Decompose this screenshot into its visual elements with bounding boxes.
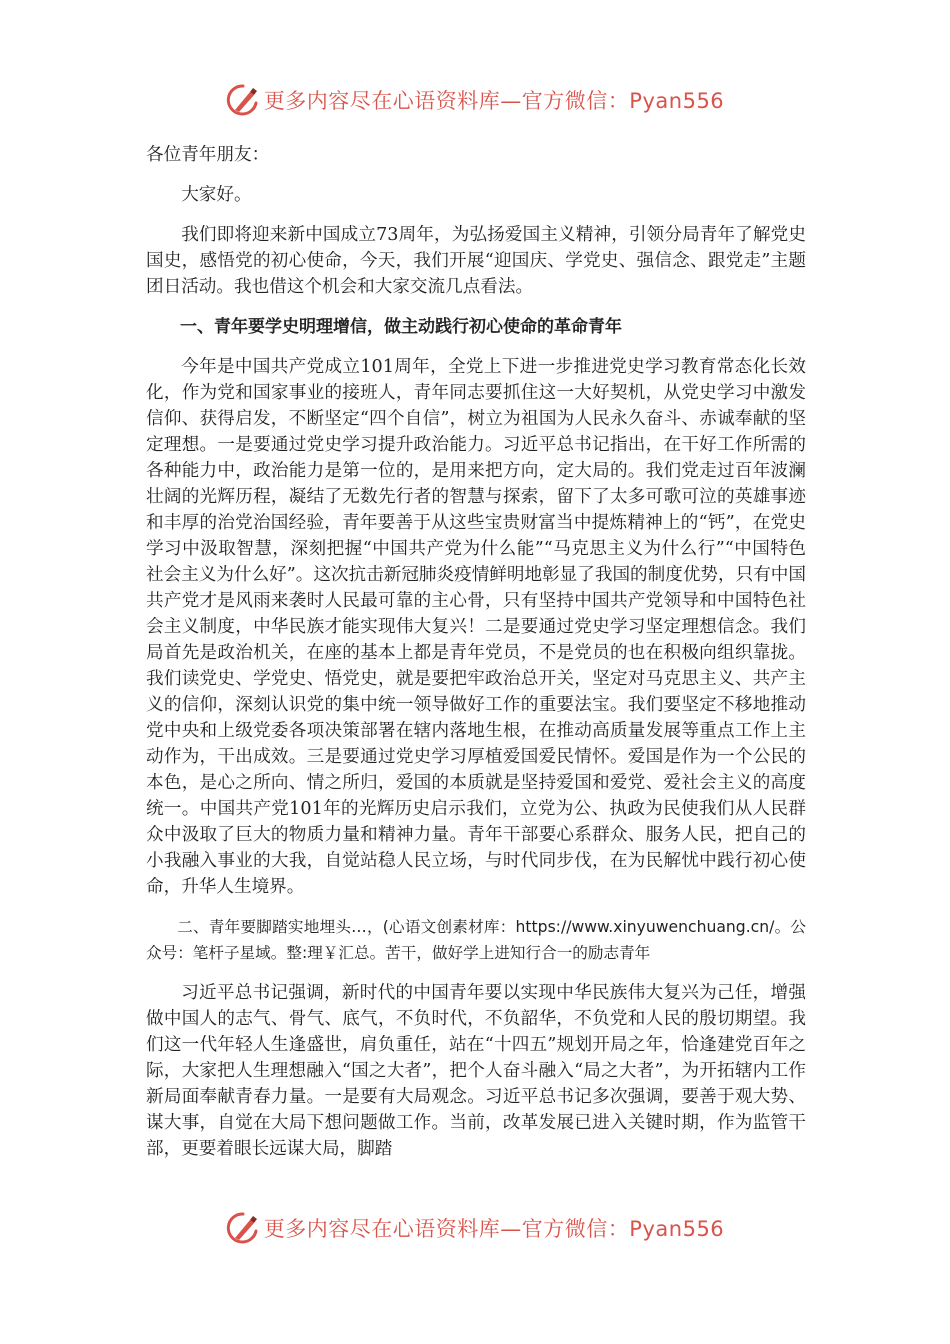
- banner-text: 更多内容尽在心语资料库—官方微信：Pyan556: [263, 1217, 725, 1241]
- pen-in-circle-logo: [226, 1211, 260, 1245]
- intro-paragraph: 我们即将迎来新中国成立73周年，为弘扬爱国主义精神，引领分局青年了解党史国史，感悟党的初心使命，今天，我们开展“迎国庆、学党史、强信念、跟党走”主题团日活动。我也借这个机会和大家交流几点看法。: [146, 225, 806, 297]
- body-paragraph-2: 习近平总书记强调，新时代的中国青年要以实现中华民族伟大复兴为己任，增强做中国人的志气、骨气、底气，不负时代，不负韶华，不负党和人民的殷切期望。我们这一代年轻人生逢盛世，肩负重任，站在“十四五”规划开局之年，恰逢建党百年之际，大家把人生理想融入“国之大者”，把个人奋斗融入“局之大者”，为开拓辖内工作新局面奉献青春力量。一是要有大局观念。习近平总书记多次强调，要善于观大势、谋大事，自觉在大局下想问题做工作。当前，改革发展已进入关键时期，作为监管干部，更要着眼长远谋大局，脚踏: [146, 983, 806, 1159]
- header-banner: [0, 80, 950, 120]
- greeting: 大家好。: [181, 185, 252, 205]
- salutation: 各位青年朋友：: [146, 145, 270, 165]
- footer-banner: [0, 1208, 950, 1248]
- banner-text: 更多内容尽在心语资料库—官方微信：Pyan556: [263, 89, 725, 113]
- section-heading-1: 一、青年要学史明理增信，做主动践行初心使命的革命青年: [180, 317, 622, 337]
- document-body: [146, 142, 806, 1162]
- section-heading-2: 二、青年要脚踏实地埋头…，(心语文创素材库：https://www.xinyuwenchuang.cn/。公众号：笔杆子星域。整:理￥汇总。苦干，做好学上进知行合一的励志青年: [146, 918, 806, 962]
- body-paragraph-1: 今年是中国共产党成立101周年，全党上下进一步推进党史学习教育常态化长效化，作为党和国家事业的接班人，青年同志要抓住这一大好契机，从党史学习中激发信仰、获得启发，不断坚定“四个自信”，树立为祖国为人民永久奋斗、赤诚奉献的坚定理想。一是要通过党史学习提升政治能力。习近平总书记指出，在干好工作所需的各种能力中，政治能力是第一位的，是用来把方向，定大局的。我们党走过百年波澜壮阔的光辉历程，凝结了无数先行者的智慧与探索，留下了太多可歌可泣的英雄事迹和丰厚的治党治国经验，青年要善于从这些宝贵财富当中提炼精神上的“钙”，在党史学习中汲取智慧，深刻把握“中国共产党为什么能”“马克思主义为什么行”“中国特色社会主义为什么好”。这次抗击新冠肺炎疫情鲜明地彰显了我国的制度优势，只有中国共产党才是风雨来袭时人民最可靠的主心骨，只有坚持中国共产党领导和中国特色社会主义制度，中华民族才能实现伟大复兴！二是要通过党史学习坚定理想信念。我们局首先是政治机关，在座的基本上都是青年党员，不是党员的也在积极向组织靠拢。我们读党史、学党史、悟党史，就是要把牢政治总开关，坚定对马克思主义、共产主义的信仰，深刻认识党的集中统一领导做好工作的重要法宝。我们要坚定不移地推动党中央和上级党委各项决策部署在辖内落地生根，在推动高质量发展等重点工作上主动作为，干出成效。三是要通过党史学习厚植爱国爱民情怀。爱国是作为一个公民的本色，是心之所向、情之所归，爱国的本质就是坚持爱国和爱党、爱社会主义的高度统一。中国共产党101年的光辉历史启示我们，立党为公、执政为民使我们从人民群众中汲取了巨大的物质力量和精神力量。青年干部要心系群众、服务人民，把自己的小我融入事业的大我，自觉站稳人民立场，与时代同步伐，在为民解忧中践行初心使命，升华人生境界。: [146, 357, 806, 897]
- pen-in-circle-logo: [226, 83, 260, 117]
